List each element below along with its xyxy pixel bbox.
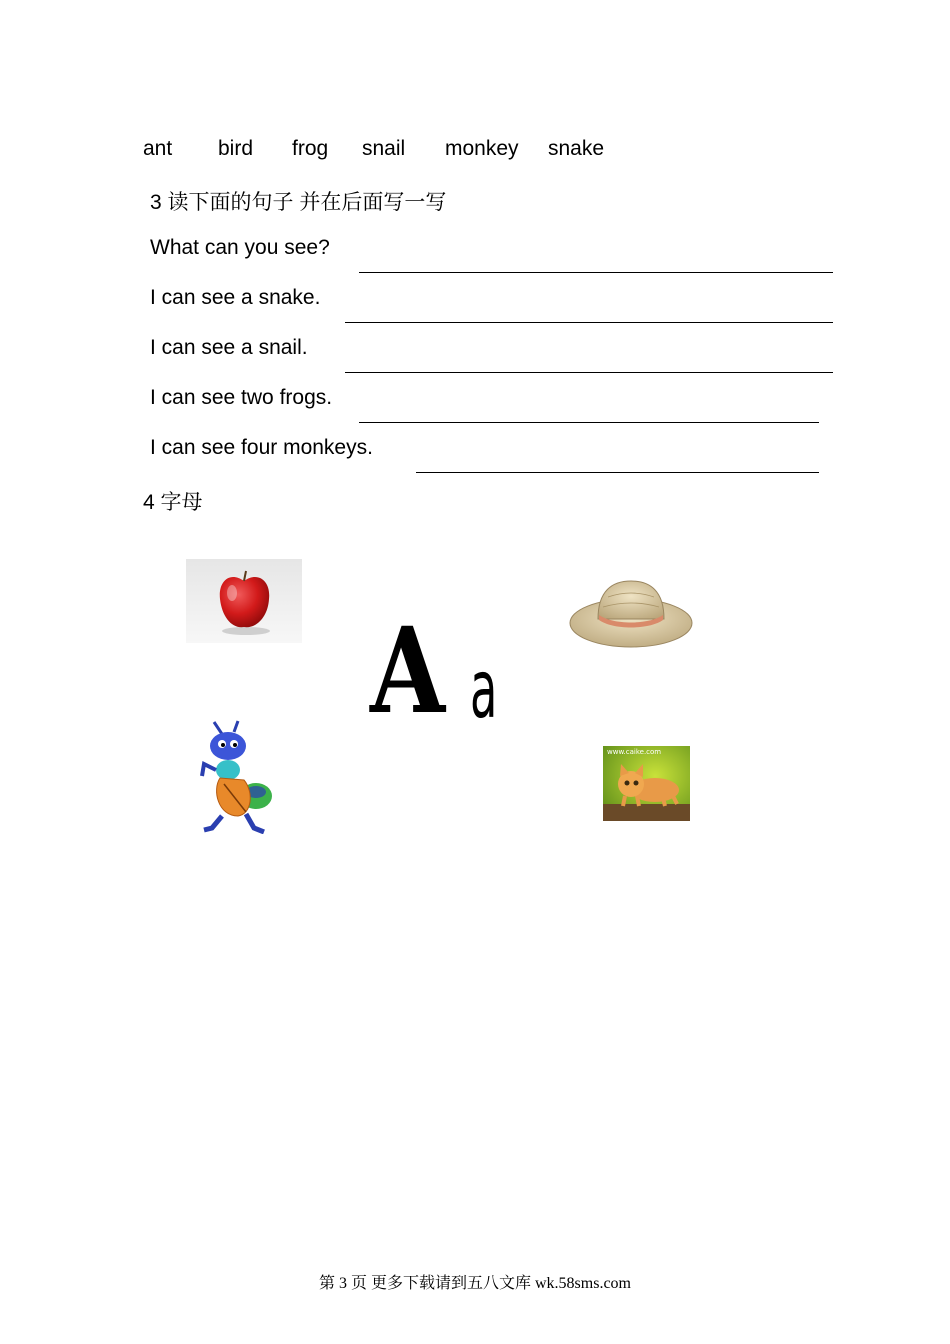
word-snail: snail (362, 137, 406, 160)
lowercase-letter: a (470, 643, 498, 736)
kitten-watermark: www.caike.com (607, 748, 662, 756)
kitten-image (603, 746, 690, 821)
word-frog: frog (292, 137, 329, 160)
writing-line-4[interactable] (359, 422, 819, 423)
writing-line-1[interactable] (359, 272, 833, 273)
word-ant: ant (143, 137, 173, 160)
writing-line-2[interactable] (345, 322, 833, 323)
writing-line-3[interactable] (345, 372, 833, 373)
sentence-3: I can see a snail. (150, 336, 308, 359)
section-3-heading: 3 读下面的句子 并在后面写一写 (150, 191, 447, 214)
writing-line-5[interactable] (416, 472, 819, 473)
sentence-1: What can you see? (150, 236, 330, 259)
word-monkey: monkey (445, 137, 519, 160)
hat-image (568, 577, 694, 651)
word-snake: snake (548, 137, 605, 160)
ant-image (198, 720, 278, 834)
apple-image (186, 559, 302, 643)
word-bird: bird (218, 137, 254, 160)
section-4-heading: 4 字母 (143, 491, 203, 514)
sentence-5: I can see four monkeys. (150, 436, 373, 459)
sentence-2: I can see a snake. (150, 286, 321, 309)
uppercase-letter: A (370, 601, 446, 740)
page-footer: 第 3 页 更多下载请到五八文库 wk.58sms.com (318, 1275, 631, 1292)
sentence-4: I can see two frogs. (150, 386, 333, 409)
